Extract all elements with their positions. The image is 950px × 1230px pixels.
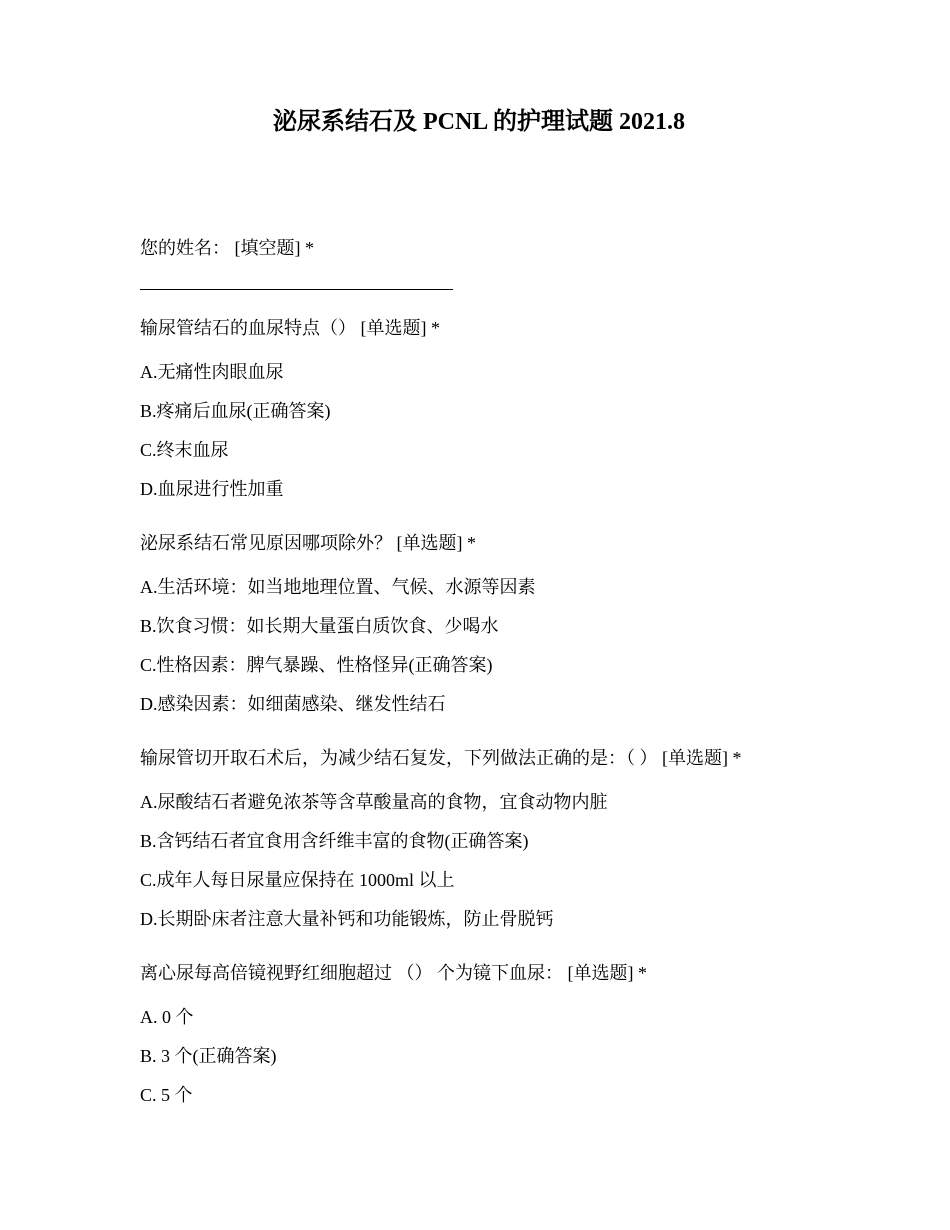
- question-2-prompt: 输尿管结石的血尿特点（） [单选题] *: [140, 318, 440, 338]
- document-title: 泌尿系结石及 PCNL 的护理试题 2021.8: [272, 109, 685, 135]
- question-2-option-d: D.血尿进行性加重: [140, 479, 284, 499]
- question-2-option-a: A.无痛性肉眼血尿: [140, 362, 284, 382]
- question-3-option-d: D.感染因素：如细菌感染、继发性结石: [140, 694, 446, 714]
- question-5-option-a: A. 0 个: [140, 1007, 194, 1027]
- question-3-option-b: B.饮食习惯：如长期大量蛋白质饮食、少喝水: [140, 616, 499, 636]
- question-3-option-a: A.生活环境：如当地地理位置、气候、水源等因素: [140, 577, 536, 597]
- question-2-option-c: C.终末血尿: [140, 440, 229, 460]
- question-2-option-b: B.疼痛后血尿(正确答案): [140, 401, 331, 421]
- question-5-option-b: B. 3 个(正确答案): [140, 1046, 277, 1066]
- question-3-prompt: 泌尿系结石常见原因哪项除外？ [单选题] *: [140, 533, 476, 553]
- question-4-option-a: A.尿酸结石者避免浓茶等含草酸量高的食物，宜食动物内脏: [140, 792, 608, 812]
- question-4-option-d: D.长期卧床者注意大量补钙和功能锻炼，防止骨脱钙: [140, 909, 554, 929]
- question-5-prompt: 离心尿每高倍镜视野红细胞超过 （） 个为镜下血尿： [单选题] *: [140, 963, 647, 983]
- name-answer-blank: [140, 289, 453, 290]
- question-4-option-c: C.成年人每日尿量应保持在 1000ml 以上: [140, 870, 455, 890]
- question-1-prompt: 您的姓名： [填空题] *: [140, 238, 314, 258]
- question-5-option-c: C. 5 个: [140, 1085, 193, 1105]
- question-3-option-c: C.性格因素：脾气暴躁、性格怪异(正确答案): [140, 655, 493, 675]
- question-4-prompt: 输尿管切开取石术后，为减少结石复发，下列做法正确的是：（ ） [单选题] *: [140, 748, 742, 768]
- question-4-option-b: B.含钙结石者宜食用含纤维丰富的食物(正确答案): [140, 831, 529, 851]
